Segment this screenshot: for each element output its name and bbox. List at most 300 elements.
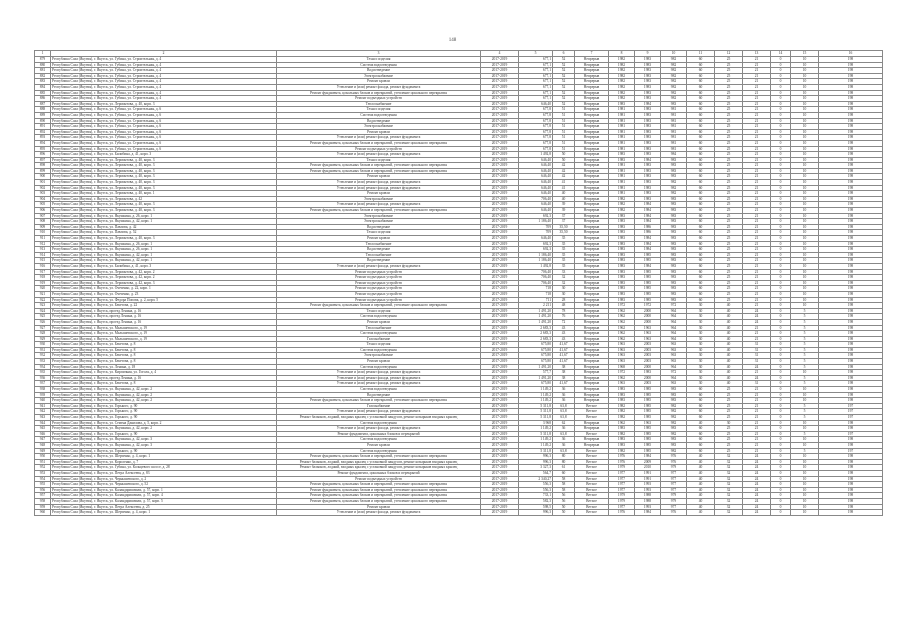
cell-address: Республика Саха (Якутия), г. Якутск, ул. Билибина, д. 41, корп. 3 bbox=[51, 152, 277, 158]
cell-col-15: 10 bbox=[791, 263, 819, 269]
cell-col-11: 60 bbox=[687, 118, 715, 124]
cell-area: 1 186,40 bbox=[519, 252, 553, 258]
cell-address: Республика Саха (Якутия), г. Якутск, ул. Губина, ул. Строительная, д. 4 bbox=[51, 62, 277, 68]
cell-year-built: 1963 bbox=[609, 359, 635, 365]
cell-work-type: Технос изделия bbox=[277, 230, 481, 236]
cell-row-number: 955 bbox=[35, 482, 51, 488]
cell-area: 1 186,40 bbox=[519, 258, 553, 264]
cell-wear-percent: 52 bbox=[553, 68, 575, 74]
cell-col-11: 60 bbox=[687, 241, 715, 247]
cell-col-14: 0 bbox=[771, 68, 791, 74]
cell-address: Республика Саха (Якутия), г. Якутск, ул. Губина, ул. Строительная, д. 6 bbox=[51, 107, 277, 113]
cell-area: 996,3 bbox=[519, 454, 553, 460]
cell-col-12: 40 bbox=[715, 308, 743, 314]
cell-work-type: Водоотведение bbox=[277, 118, 481, 124]
cell-col-13: 21 bbox=[743, 68, 771, 74]
cell-condition: Непрерыв bbox=[575, 224, 609, 230]
cell-wear-percent: 51 bbox=[553, 112, 575, 118]
cell-col-14: 0 bbox=[771, 146, 791, 152]
cell-col-10: 981 bbox=[661, 107, 687, 113]
cell-year-overhaul: 1983 bbox=[635, 96, 661, 102]
cell-col-12: 25 bbox=[715, 431, 743, 437]
cell-col-13: 31 bbox=[743, 381, 771, 387]
cell-condition: Непрерыв bbox=[575, 140, 609, 146]
cell-col-12: 25 bbox=[715, 297, 743, 303]
cell-period: 2017-2019 bbox=[481, 415, 519, 421]
cell-area: 564,7 bbox=[519, 470, 553, 476]
cell-work-type: Ремонт кровли bbox=[277, 442, 481, 448]
cell-col-11: 60 bbox=[687, 152, 715, 158]
cell-condition: Непрерыв bbox=[575, 112, 609, 118]
cell-condition: Непрерыв bbox=[575, 174, 609, 180]
cell-col-16: 198 bbox=[819, 347, 883, 353]
cell-col-12: 25 bbox=[715, 163, 743, 169]
cell-address: Республика Саха (Якутия), г. Якутск, ул. Бекетова, д. 8 bbox=[51, 381, 277, 387]
cell-period: 2017-2019 bbox=[481, 219, 519, 225]
cell-wear-percent: 78 bbox=[553, 308, 575, 314]
cell-row-number: 943 bbox=[35, 415, 51, 421]
cell-col-10: 983 bbox=[661, 224, 687, 230]
cell-year-built: 1981 bbox=[609, 107, 635, 113]
cell-row-number: 889 bbox=[35, 112, 51, 118]
cell-row-number: 922 bbox=[35, 297, 51, 303]
cell-col-15: 10 bbox=[791, 398, 819, 404]
cell-condition: Ветхое bbox=[575, 476, 609, 482]
cell-area: 1 492,8 bbox=[519, 152, 553, 158]
cell-year-built: 1982 bbox=[609, 409, 635, 415]
cell-col-16: 198 bbox=[819, 124, 883, 130]
cell-address: Республика Саха (Якутия), г. Якутск, ул. Якушкина, д. 42, корп. 2 bbox=[51, 398, 277, 404]
cell-wear-percent: 61 bbox=[553, 465, 575, 471]
cell-condition: Непрерыв bbox=[575, 157, 609, 163]
cell-year-built: 1962 bbox=[609, 420, 635, 426]
cell-area: 677,1 bbox=[519, 96, 553, 102]
cell-col-12: 25 bbox=[715, 180, 743, 186]
cell-col-15: 10 bbox=[791, 90, 819, 96]
cell-year-overhaul: 1985 bbox=[635, 426, 661, 432]
cell-period: 2017-2019 bbox=[481, 280, 519, 286]
cell-condition: Непрерыв bbox=[575, 208, 609, 214]
cell-col-13: 24 bbox=[743, 476, 771, 482]
cell-year-built: 1962 bbox=[609, 325, 635, 331]
cell-col-14: 0 bbox=[771, 442, 791, 448]
cell-year-built: 1983 bbox=[609, 387, 635, 393]
cell-wear-percent: 63,8 bbox=[553, 415, 575, 421]
cell-period: 2017-2019 bbox=[481, 448, 519, 454]
cell-period: 2017-2019 bbox=[481, 476, 519, 482]
cell-period: 2017-2019 bbox=[481, 269, 519, 275]
cell-col-15: 10 bbox=[791, 470, 819, 476]
cell-year-overhaul: 1984 bbox=[635, 208, 661, 214]
cell-condition: Непрерыв bbox=[575, 185, 609, 191]
cell-row-number: 918 bbox=[35, 275, 51, 281]
cell-wear-percent: 36 bbox=[553, 442, 575, 448]
cell-col-13: 21 bbox=[743, 269, 771, 275]
cell-work-type: Система водоотведения bbox=[277, 347, 481, 353]
cell-col-12: 40 bbox=[715, 319, 743, 325]
cell-row-number: 899 bbox=[35, 168, 51, 174]
cell-col-15: 10 bbox=[791, 168, 819, 174]
cell-col-13: 31 bbox=[743, 359, 771, 365]
cell-area: 646,40 bbox=[519, 202, 553, 208]
cell-year-overhaul: 1963 bbox=[635, 420, 661, 426]
cell-condition: Непрерыв bbox=[575, 124, 609, 130]
cell-condition: Непрерыв bbox=[575, 291, 609, 297]
cell-year-built: 1983 bbox=[609, 398, 635, 404]
cell-col-16: 198 bbox=[819, 219, 883, 225]
cell-col-14: 0 bbox=[771, 213, 791, 219]
cell-col-14: 0 bbox=[771, 303, 791, 309]
cell-col-10: 964 bbox=[661, 331, 687, 337]
cell-work-type: Ремонт подъездных устройств bbox=[277, 96, 481, 102]
cell-col-13: 21 bbox=[743, 303, 771, 309]
cell-col-11: 60 bbox=[687, 269, 715, 275]
cell-condition: Непрерыв bbox=[575, 342, 609, 348]
cell-col-11: 60 bbox=[687, 403, 715, 409]
cell-wear-percent: 50 bbox=[553, 152, 575, 158]
cell-col-12: 25 bbox=[715, 107, 743, 113]
cell-col-11: 60 bbox=[687, 252, 715, 258]
cell-year-overhaul: 1984 bbox=[635, 263, 661, 269]
cell-period: 2017-2019 bbox=[481, 124, 519, 130]
cell-address: Республика Саха (Якутия), г. Якутск, ул. Чернышевского, д. 2 bbox=[51, 476, 277, 482]
cell-col-16: 198 bbox=[819, 470, 883, 476]
cell-col-10: 972 bbox=[661, 370, 687, 376]
cell-year-overhaul: 1983 bbox=[635, 135, 661, 141]
cell-col-16: 198 bbox=[819, 62, 883, 68]
cell-condition: Ветхое bbox=[575, 415, 609, 421]
cell-col-10: 977 bbox=[661, 476, 687, 482]
cell-col-10: 979 bbox=[661, 493, 687, 499]
cell-wear-percent: 63,8 bbox=[553, 431, 575, 437]
cell-address: Республика Саха (Якутия), г. Якутск, ул. Губина, ул. Строительная, д. 4 bbox=[51, 73, 277, 79]
cell-col-11: 60 bbox=[687, 297, 715, 303]
cell-condition: Ветхое bbox=[575, 482, 609, 488]
cell-area: 5 311,8 bbox=[519, 448, 553, 454]
cell-address: Республика Саха (Якутия), г. Якутск, ул. Губина, ул. Строительная, д. 6 bbox=[51, 124, 277, 130]
cell-work-type: Технос изделия bbox=[277, 107, 481, 113]
cell-area: 1 491,20 bbox=[519, 375, 553, 381]
cell-condition: Непрерыв bbox=[575, 387, 609, 393]
cell-year-overhaul: 1983 bbox=[635, 57, 661, 63]
cell-year-overhaul: 1985 bbox=[635, 409, 661, 415]
column-header-1: 1 bbox=[35, 51, 51, 57]
cell-row-number: 891 bbox=[35, 124, 51, 130]
cell-year-overhaul: 1988 bbox=[635, 498, 661, 504]
cell-area: 2 211 bbox=[519, 303, 553, 309]
cell-address: Республика Саха (Якутия), г. Якутск, ул. Бекетова, д. 8 bbox=[51, 353, 277, 359]
cell-col-15: 10 bbox=[791, 437, 819, 443]
cell-col-15: 10 bbox=[791, 297, 819, 303]
cell-period: 2017-2019 bbox=[481, 174, 519, 180]
cell-address: Республика Саха (Якутия), г. Якутск, ул. Бекетова, д. 8 bbox=[51, 342, 277, 348]
cell-work-type: Система водоотведения bbox=[277, 387, 481, 393]
cell-col-11: 60 bbox=[687, 140, 715, 146]
cell-period: 2017-2019 bbox=[481, 275, 519, 281]
cell-wear-percent: 58 bbox=[553, 482, 575, 488]
cell-address: Республика Саха (Якутия), г. Якутск, ул. Якушкина, д. 42, корп. 1 bbox=[51, 258, 277, 264]
column-header-5: 5 bbox=[519, 51, 553, 57]
cell-col-16: 198 bbox=[819, 118, 883, 124]
cell-col-11: 60 bbox=[687, 196, 715, 202]
cell-address: Республика Саха (Якутия), г. Якутск, ул. Билибина, д. 41, корп. 3 bbox=[51, 263, 277, 269]
cell-year-built: 1982 bbox=[609, 96, 635, 102]
cell-col-16: 198 bbox=[819, 236, 883, 242]
cell-year-overhaul: 1985 bbox=[635, 286, 661, 292]
cell-col-11: 40 bbox=[687, 420, 715, 426]
cell-col-10: 972 bbox=[661, 303, 687, 309]
cell-col-15: 10 bbox=[791, 146, 819, 152]
cell-col-11: 60 bbox=[687, 437, 715, 443]
cell-year-built: 1983 bbox=[609, 101, 635, 107]
cell-col-14: 0 bbox=[771, 196, 791, 202]
cell-col-12: 25 bbox=[715, 269, 743, 275]
cell-wear-percent: 41,67 bbox=[553, 347, 575, 353]
cell-col-10: 976 bbox=[661, 459, 687, 465]
column-header-9: 9 bbox=[635, 51, 661, 57]
cell-col-13: 24 bbox=[743, 314, 771, 320]
cell-wear-percent: 56 bbox=[553, 498, 575, 504]
cell-col-16: 198 bbox=[819, 493, 883, 499]
cell-address: Республика Саха (Якутия), г. Якутск, ул. Горького, д. 90 bbox=[51, 409, 277, 415]
cell-col-15: 10 bbox=[791, 420, 819, 426]
cell-col-15: 10 bbox=[791, 191, 819, 197]
cell-wear-percent: 41,67 bbox=[553, 342, 575, 348]
cell-year-overhaul: 1984 bbox=[635, 241, 661, 247]
cell-year-built: 1983 bbox=[609, 286, 635, 292]
cell-row-number: 907 bbox=[35, 213, 51, 219]
cell-work-type: Ремонт подъездных устройств bbox=[277, 297, 481, 303]
cell-year-overhaul: 1983 bbox=[635, 146, 661, 152]
cell-col-14: 0 bbox=[771, 241, 791, 247]
cell-col-10: 964 bbox=[661, 308, 687, 314]
cell-period: 2017-2019 bbox=[481, 62, 519, 68]
cell-col-13: 21 bbox=[743, 258, 771, 264]
cell-col-14: 0 bbox=[771, 230, 791, 236]
cell-col-10: 977 bbox=[661, 487, 687, 493]
cell-col-16: 198 bbox=[819, 336, 883, 342]
cell-address: Республика Саха (Якутия), г. Якутск, ул. Каландаришвили, д. 57, корп. 1 bbox=[51, 487, 277, 493]
column-header-16: 16 bbox=[819, 51, 883, 57]
cell-col-10: 983 bbox=[661, 208, 687, 214]
cell-period: 2017-2019 bbox=[481, 140, 519, 146]
cell-col-10: 981 bbox=[661, 124, 687, 130]
cell-col-10: 983 bbox=[661, 280, 687, 286]
cell-work-type: Ремонт подъездных устройств bbox=[277, 286, 481, 292]
cell-col-11: 60 bbox=[687, 163, 715, 169]
cell-col-12: 25 bbox=[715, 202, 743, 208]
cell-year-built: 1962 bbox=[609, 375, 635, 381]
cell-col-10: 983 bbox=[661, 168, 687, 174]
cell-year-built: 1982 bbox=[609, 57, 635, 63]
cell-col-12: 25 bbox=[715, 62, 743, 68]
cell-period: 2017-2019 bbox=[481, 291, 519, 297]
cell-year-overhaul: 1985 bbox=[635, 437, 661, 443]
cell-row-number: 938 bbox=[35, 387, 51, 393]
cell-work-type: Ремонт балконов, лоджий, входных крылец с установкой пандусов, ремонт козырьков входных крылец bbox=[277, 459, 481, 465]
cell-address: Республика Саха (Якутия), г. Якутск, ул. Якушкина, д. 42, корп. 1 bbox=[51, 219, 277, 225]
cell-col-15: 5 bbox=[791, 319, 819, 325]
cell-col-15: 10 bbox=[791, 213, 819, 219]
cell-year-built: 1977 bbox=[609, 470, 635, 476]
cell-wear-percent: 52 bbox=[553, 73, 575, 79]
cell-period: 2017-2019 bbox=[481, 73, 519, 79]
cell-period: 2017-2019 bbox=[481, 213, 519, 219]
cell-year-built: 1962 bbox=[609, 319, 635, 325]
cell-period: 2017-2019 bbox=[481, 146, 519, 152]
cell-wear-percent: 41 bbox=[553, 180, 575, 186]
cell-col-12: 30 bbox=[715, 420, 743, 426]
cell-col-10: 983 bbox=[661, 174, 687, 180]
cell-work-type: Технос изделия bbox=[277, 342, 481, 348]
cell-col-16: 198 bbox=[819, 342, 883, 348]
cell-row-number: 944 bbox=[35, 420, 51, 426]
cell-condition: Непрерыв bbox=[575, 280, 609, 286]
cell-address: Республика Саха (Якутия), г. Якутск, ул. Горького, д. 90 bbox=[51, 415, 277, 421]
column-header-2: 2 bbox=[51, 51, 277, 57]
cell-condition: Ветхое bbox=[575, 493, 609, 499]
cell-year-built: 1982 bbox=[609, 84, 635, 90]
cell-period: 2017-2019 bbox=[481, 224, 519, 230]
cell-col-14: 0 bbox=[771, 191, 791, 197]
cell-area: 556,3 bbox=[519, 482, 553, 488]
cell-row-number: 932 bbox=[35, 353, 51, 359]
cell-wear-percent: 60 bbox=[553, 470, 575, 476]
cell-year-overhaul: 1985 bbox=[635, 297, 661, 303]
cell-row-number: 902 bbox=[35, 185, 51, 191]
cell-area: 677,8 bbox=[519, 112, 553, 118]
cell-col-12: 25 bbox=[715, 112, 743, 118]
cell-area: 1 149,2 bbox=[519, 437, 553, 443]
cell-period: 2017-2019 bbox=[481, 308, 519, 314]
cell-col-10: 982 bbox=[661, 84, 687, 90]
cell-col-16: 198 bbox=[819, 331, 883, 337]
cell-col-15: 10 bbox=[791, 224, 819, 230]
cell-col-10: 981 bbox=[661, 118, 687, 124]
cell-col-12: 25 bbox=[715, 90, 743, 96]
cell-year-built: 1963 bbox=[609, 381, 635, 387]
cell-condition: Непрерыв bbox=[575, 79, 609, 85]
cell-row-number: 908 bbox=[35, 219, 51, 225]
cell-row-number: 920 bbox=[35, 286, 51, 292]
cell-col-13: 21 bbox=[743, 297, 771, 303]
cell-year-overhaul: 1983 bbox=[635, 112, 661, 118]
cell-wear-percent: 43 bbox=[553, 331, 575, 337]
cell-col-16: 198 bbox=[819, 241, 883, 247]
cell-col-12: 32 bbox=[715, 482, 743, 488]
cell-col-15: 5 bbox=[791, 353, 819, 359]
cell-wear-percent: 41,67 bbox=[553, 353, 575, 359]
cell-col-14: 0 bbox=[771, 308, 791, 314]
cell-col-14: 0 bbox=[771, 224, 791, 230]
cell-wear-percent: 51 bbox=[553, 129, 575, 135]
cell-col-16: 198 bbox=[819, 230, 883, 236]
cell-col-10: 976 bbox=[661, 454, 687, 460]
cell-year-overhaul: 1985 bbox=[635, 269, 661, 275]
cell-condition: Непрерыв bbox=[575, 437, 609, 443]
cell-work-type: Ремонт фундамента, цокольных блоков и перекрытий, утепление цокольного перекрытия bbox=[277, 487, 481, 493]
cell-wear-percent: 38 bbox=[553, 375, 575, 381]
cell-period: 2017-2019 bbox=[481, 297, 519, 303]
cell-col-15: 10 bbox=[791, 107, 819, 113]
cell-condition: Ветхое bbox=[575, 431, 609, 437]
cell-wear-percent: 28 bbox=[553, 297, 575, 303]
cell-year-built: 1981 bbox=[609, 174, 635, 180]
cell-year-overhaul: 1983 bbox=[635, 174, 661, 180]
cell-col-10: 983 bbox=[661, 269, 687, 275]
cell-year-overhaul: 1983 bbox=[635, 118, 661, 124]
cell-address: Республика Саха (Якутия), г. Якутск, ул. Шерченко, д. 4, корп. 1 bbox=[51, 454, 277, 460]
cell-col-15: 10 bbox=[791, 79, 819, 85]
cell-row-number: 945 bbox=[35, 426, 51, 432]
cell-period: 2017-2019 bbox=[481, 191, 519, 197]
cell-period: 2017-2019 bbox=[481, 403, 519, 409]
cell-area: 3 327,3 bbox=[519, 465, 553, 471]
cell-year-built: 1968 bbox=[609, 364, 635, 370]
cell-condition: Непрерыв bbox=[575, 359, 609, 365]
cell-row-number: 926 bbox=[35, 319, 51, 325]
cell-wear-percent: 32 bbox=[553, 280, 575, 286]
cell-period: 2017-2019 bbox=[481, 286, 519, 292]
cell-col-11: 30 bbox=[687, 325, 715, 331]
cell-year-overhaul: 1993 bbox=[635, 504, 661, 510]
cell-address: Республика Саха (Якутия), г. Якутск, ул. Якушкина, д. 26, корп. 1 bbox=[51, 213, 277, 219]
cell-period: 2017-2019 bbox=[481, 135, 519, 141]
cell-area: 677,8 bbox=[519, 107, 553, 113]
cell-work-type: Утепление и (или) ремонт фасада, ремонт фундамента bbox=[277, 375, 481, 381]
cell-col-14: 0 bbox=[771, 202, 791, 208]
cell-year-built: 1983 bbox=[609, 258, 635, 264]
cell-col-11: 60 bbox=[687, 90, 715, 96]
cell-col-14: 0 bbox=[771, 247, 791, 253]
cell-address: Республика Саха (Якутия), г. Якутск, ул. Губина, ул. Строительная, д. 6 bbox=[51, 118, 277, 124]
cell-year-built: 1977 bbox=[609, 476, 635, 482]
cell-year-overhaul: 1985 bbox=[635, 392, 661, 398]
cell-address: Республика Саха (Якутия), г. Якутск, ул. Губина, ул. Строительная, д. 6 bbox=[51, 135, 277, 141]
cell-wear-percent: 36 bbox=[553, 426, 575, 432]
cell-col-13: 24 bbox=[743, 504, 771, 510]
cell-work-type: Ремонт фундамента, цокольных блоков и перекрытий, утепление цокольного перекрытия bbox=[277, 493, 481, 499]
cell-col-14: 0 bbox=[771, 135, 791, 141]
cell-col-13: 21 bbox=[743, 236, 771, 242]
cell-period: 2017-2019 bbox=[481, 454, 519, 460]
cell-work-type: Ремонт подъездных устройств bbox=[277, 269, 481, 275]
cell-col-15: 10 bbox=[791, 510, 819, 516]
cell-area: 646,40 bbox=[519, 208, 553, 214]
cell-col-11: 60 bbox=[687, 96, 715, 102]
cell-col-12: 25 bbox=[715, 57, 743, 63]
cell-wear-percent: 56 bbox=[553, 493, 575, 499]
cell-wear-percent: 42 bbox=[553, 163, 575, 169]
cell-col-15: 10 bbox=[791, 258, 819, 264]
cell-col-12: 25 bbox=[715, 409, 743, 415]
cell-col-12: 25 bbox=[715, 252, 743, 258]
cell-col-13: 24 bbox=[743, 465, 771, 471]
cell-col-14: 0 bbox=[771, 347, 791, 353]
cell-area: 718 bbox=[519, 291, 553, 297]
cell-wear-percent: 51 bbox=[553, 107, 575, 113]
cell-col-14: 0 bbox=[771, 314, 791, 320]
cell-row-number: 909 bbox=[35, 224, 51, 230]
cell-row-number: 900 bbox=[35, 174, 51, 180]
cell-row-number: 954 bbox=[35, 476, 51, 482]
cell-col-16: 198 bbox=[819, 247, 883, 253]
cell-col-12: 25 bbox=[715, 236, 743, 242]
cell-condition: Непрерыв bbox=[575, 426, 609, 432]
cell-col-13: 21 bbox=[743, 331, 771, 337]
cell-period: 2017-2019 bbox=[481, 342, 519, 348]
cell-year-overhaul: 1983 bbox=[635, 68, 661, 74]
